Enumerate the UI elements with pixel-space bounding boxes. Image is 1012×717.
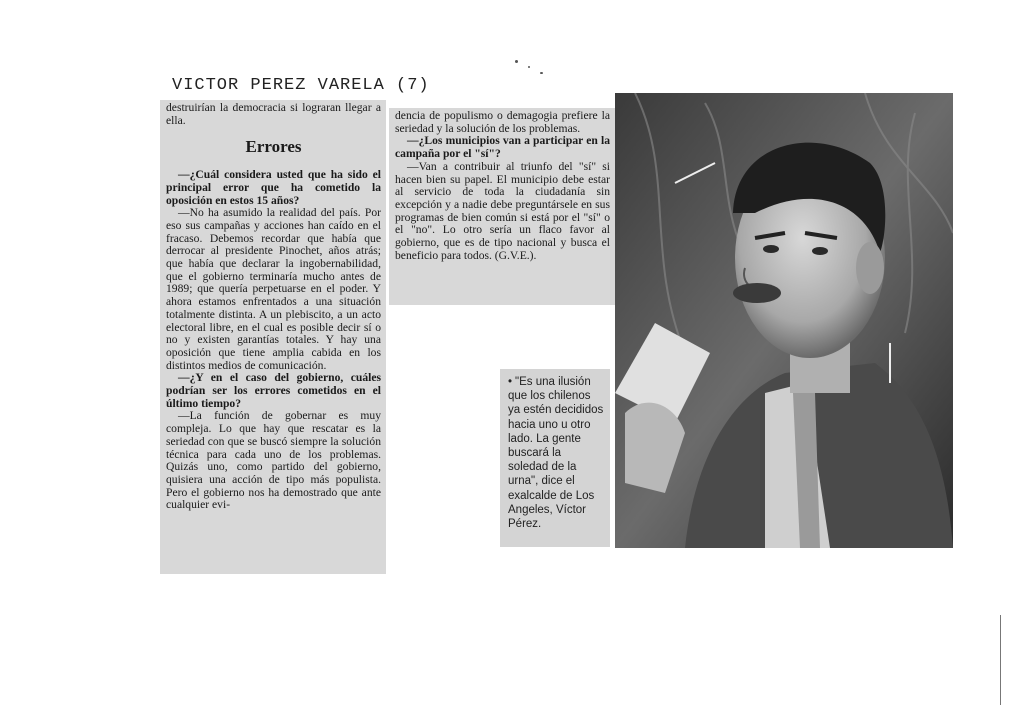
question-3: —¿Los municipios van a participar en la campaña por el "sí"? — [395, 134, 610, 161]
article-column-2 — [389, 108, 615, 305]
article-column-1 — [160, 100, 386, 574]
portrait-photo — [615, 93, 953, 548]
question-1: —¿Cuál considera usted que ha sido el principal error que ha cometido la oposición en estos 15 años? — [166, 168, 381, 207]
question-2: —¿Y en el caso del gobierno, cuáles podrían ser los errores cometidos en el último tiempo? — [166, 371, 381, 410]
article-intro: destruirían la democracia si lograran llegar a ella. — [166, 101, 381, 127]
paper-speck — [528, 66, 530, 68]
section-heading: Errores — [245, 137, 302, 157]
paper-speck — [540, 72, 543, 74]
answer-1: —No ha asumido la realidad del país. Por eso sus campañas y acciones han caído en el fracaso. Debemos recordar que había que derrocar al presidente Pinochet, años atrás; que había que declarar la ingobernabilidad, que el gobierno terminaría mucho antes de 1989; que quería perpetuarse en el poder. Y ahora estamos enfrentados a una situación totalmente distinta. A un plebiscito, a un acto electoral libre, en el cual es posible decir sí o no y existen garantías totales. Y hay una oposición que tiene amplia cabida en los distintos medios de comunicación. — [166, 206, 381, 372]
caption-bullet: • — [508, 376, 513, 388]
photo-caption — [500, 369, 610, 547]
scan-edge-line — [1000, 615, 1001, 705]
page-header: VICTOR PEREZ VARELA (7) — [172, 76, 430, 95]
paper-speck — [515, 60, 518, 63]
caption-text: "Es una ilusión que los chilenos ya estén decididos hacia uno u otro lado. La gente buscará la soledad de la urna", dice el exalcalde de Los Angeles, Víctor Pérez. — [508, 376, 604, 531]
answer-2: —La función de gobernar es muy compleja. Lo que hay que rescatar es la seriedad con que se buscó siempre la solución técnica para cada uno de los problemas. Quizás uno, como partido del gobierno, quisiera una acción de tipo más populista. Pero el gobierno nos ha demostrado que ante cualquier evi- — [166, 409, 381, 512]
answer-3: —Van a contribuir al triunfo del "sí" si hacen bien su papel. El municipio debe estar al servicio de toda la ciudadanía sin excepción y a nadie debe preguntársele en sus programas de bien común si está por el "sí" o el "no". Lo otro sería un flaco favor al gobierno, que es de tipo nacional y busca el beneficio para todos. (G.V.E.). — [395, 159, 610, 262]
article-continuation: dencia de populismo o demagogia prefiere la seriedad y la solución de los problemas. — [395, 109, 610, 135]
